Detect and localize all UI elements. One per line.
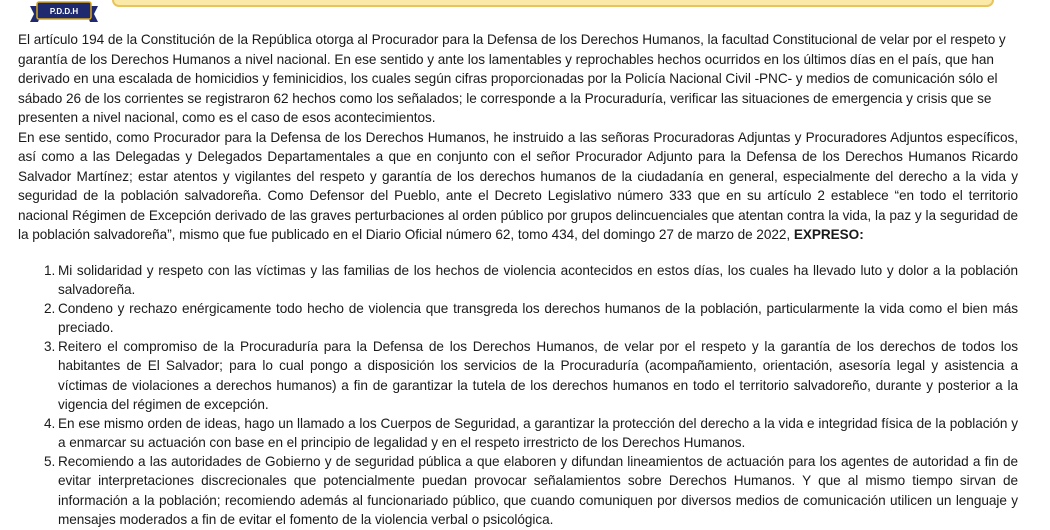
statement-body	[18, 30, 1018, 529]
paragraph-instruction	[18, 128, 1018, 245]
list-item-text: Condeno y rechazo enérgicamente todo hecho de violencia que transgreda los derechos humanos de la población, particularmente la vida como el bien más preciado.	[58, 300, 1018, 335]
list-item-text: Mi solidaridad y respeto con las víctimas y las familias de los hechos de violencia acontecidos en estos días, los cuales ha llevado luto y dolor a la población salvadoreña.	[58, 262, 1018, 297]
list-item-number: 3.	[44, 338, 56, 354]
pddh-logo	[28, 0, 100, 26]
list-item-text: En ese mismo orden de ideas, hago un llamado a los Cuerpos de Seguridad, a garantizar la protección del derecho a la vida e integridad física de la población y a enmarcar su actuación con base en el principio de legalidad y en el respeto irrestricto de los Derechos Humanos.	[58, 415, 1018, 450]
paragraph-constitution: El artículo 194 de la Constitución de la República otorga al Procurador para la Defensa de los Derechos Humanos, la facultad Constitucional de velar por el respeto y garantía de los Derechos Humanos a nivel nacional. En ese sentido y ante los lamentables y reprochables hechos ocurridos en los últimos días en el país, que han derivado en una escalada de homicidios y feminicidios, los cuales según cifras proporcionadas por la Policía Nacional Civil -PNC- y medios de comunicación sólo el sábado 26 de los corrientes se registraron 62 hechos como los señalados; le corresponde a la Procuraduría, verificar las situaciones de emergencia y crisis que se presenten a nivel nacional, como es el caso de esos acontecimientos.	[18, 32, 1006, 125]
list-item-number: 5.	[44, 453, 56, 469]
declarations-list	[18, 261, 1018, 530]
list-item	[18, 299, 1018, 338]
list-item-number: 1.	[44, 262, 56, 278]
paragraph-instruction-text: En ese sentido, como Procurador para la Defensa de los Derechos Humanos, he instruido a las señoras Procuradoras Adjuntas y Procuradores Adjuntos específicos, así como a las Delegadas y Delegados Departamentales a que en conjunto con el señor Procurador Adjunto para la Defensa de los Derechos Humanos Ricardo Salvador Martínez; estar atentos y vigilantes del respeto y garantía de los derechos humanos de la ciudadanía en general, especialmente del derecho a la vida y seguridad de la población salvadoreña. Como Defensor del Pueblo, ante el Decreto Legislativo número 333 que en su artículo 2 establece “en todo el territorio nacional Régimen de Excepción derivado de las graves perturbaciones al orden público por grupos delincuenciales que atentan contra la vida, la paz y la seguridad de la población salvadoreña”, mismo que fue publicado en el Diario Oficial número 62, tomo 434, del domingo 27 de marzo de 2022,	[18, 129, 1018, 242]
expreso-label: EXPRESO:	[793, 227, 864, 242]
list-item	[18, 414, 1018, 453]
list-item-number: 4.	[44, 415, 56, 431]
list-item-text: Reitero el compromiso de la Procuraduría para la Defensa de los Derechos Humanos, de velar por el respeto y la garantía de los derechos de todos los habitantes de El Salvador; para lo cual pongo a disposición los servicios de la Procuraduría (acompañamiento, orientación, asesoría legal y asistencia a víctimas de violaciones a derechos humanos) a fin de garantizar la tutela de los derechos humanos en todo el territorio salvadoreño, durante y posterior a la vigencia del régimen de excepción.	[58, 338, 1018, 412]
list-item-number: 2.	[44, 300, 56, 316]
logo-text: P.D.D.H	[49, 7, 79, 16]
list-item	[18, 261, 1018, 300]
list-item	[18, 337, 1018, 415]
header-accent-bar	[112, 0, 994, 7]
list-item-text: Recomiendo a las autoridades de Gobierno y de seguridad pública a que elaboren y difundan lineamientos de actuación para los agentes de autoridad a fin de evitar interpretaciones discrecionales que potencialmente puedan provocar señalamientos sobre Derechos Humanos. Y que al mismo tiempo sirvan de información a la población; recomiendo además al funcionariado público, que cuando comuniquen por diversos medios de comunicación utilicen un lenguaje y mensajes moderados a fin de evitar el fomento de la violencia verbal o psicológica.	[58, 453, 1018, 527]
list-item	[18, 452, 1018, 530]
